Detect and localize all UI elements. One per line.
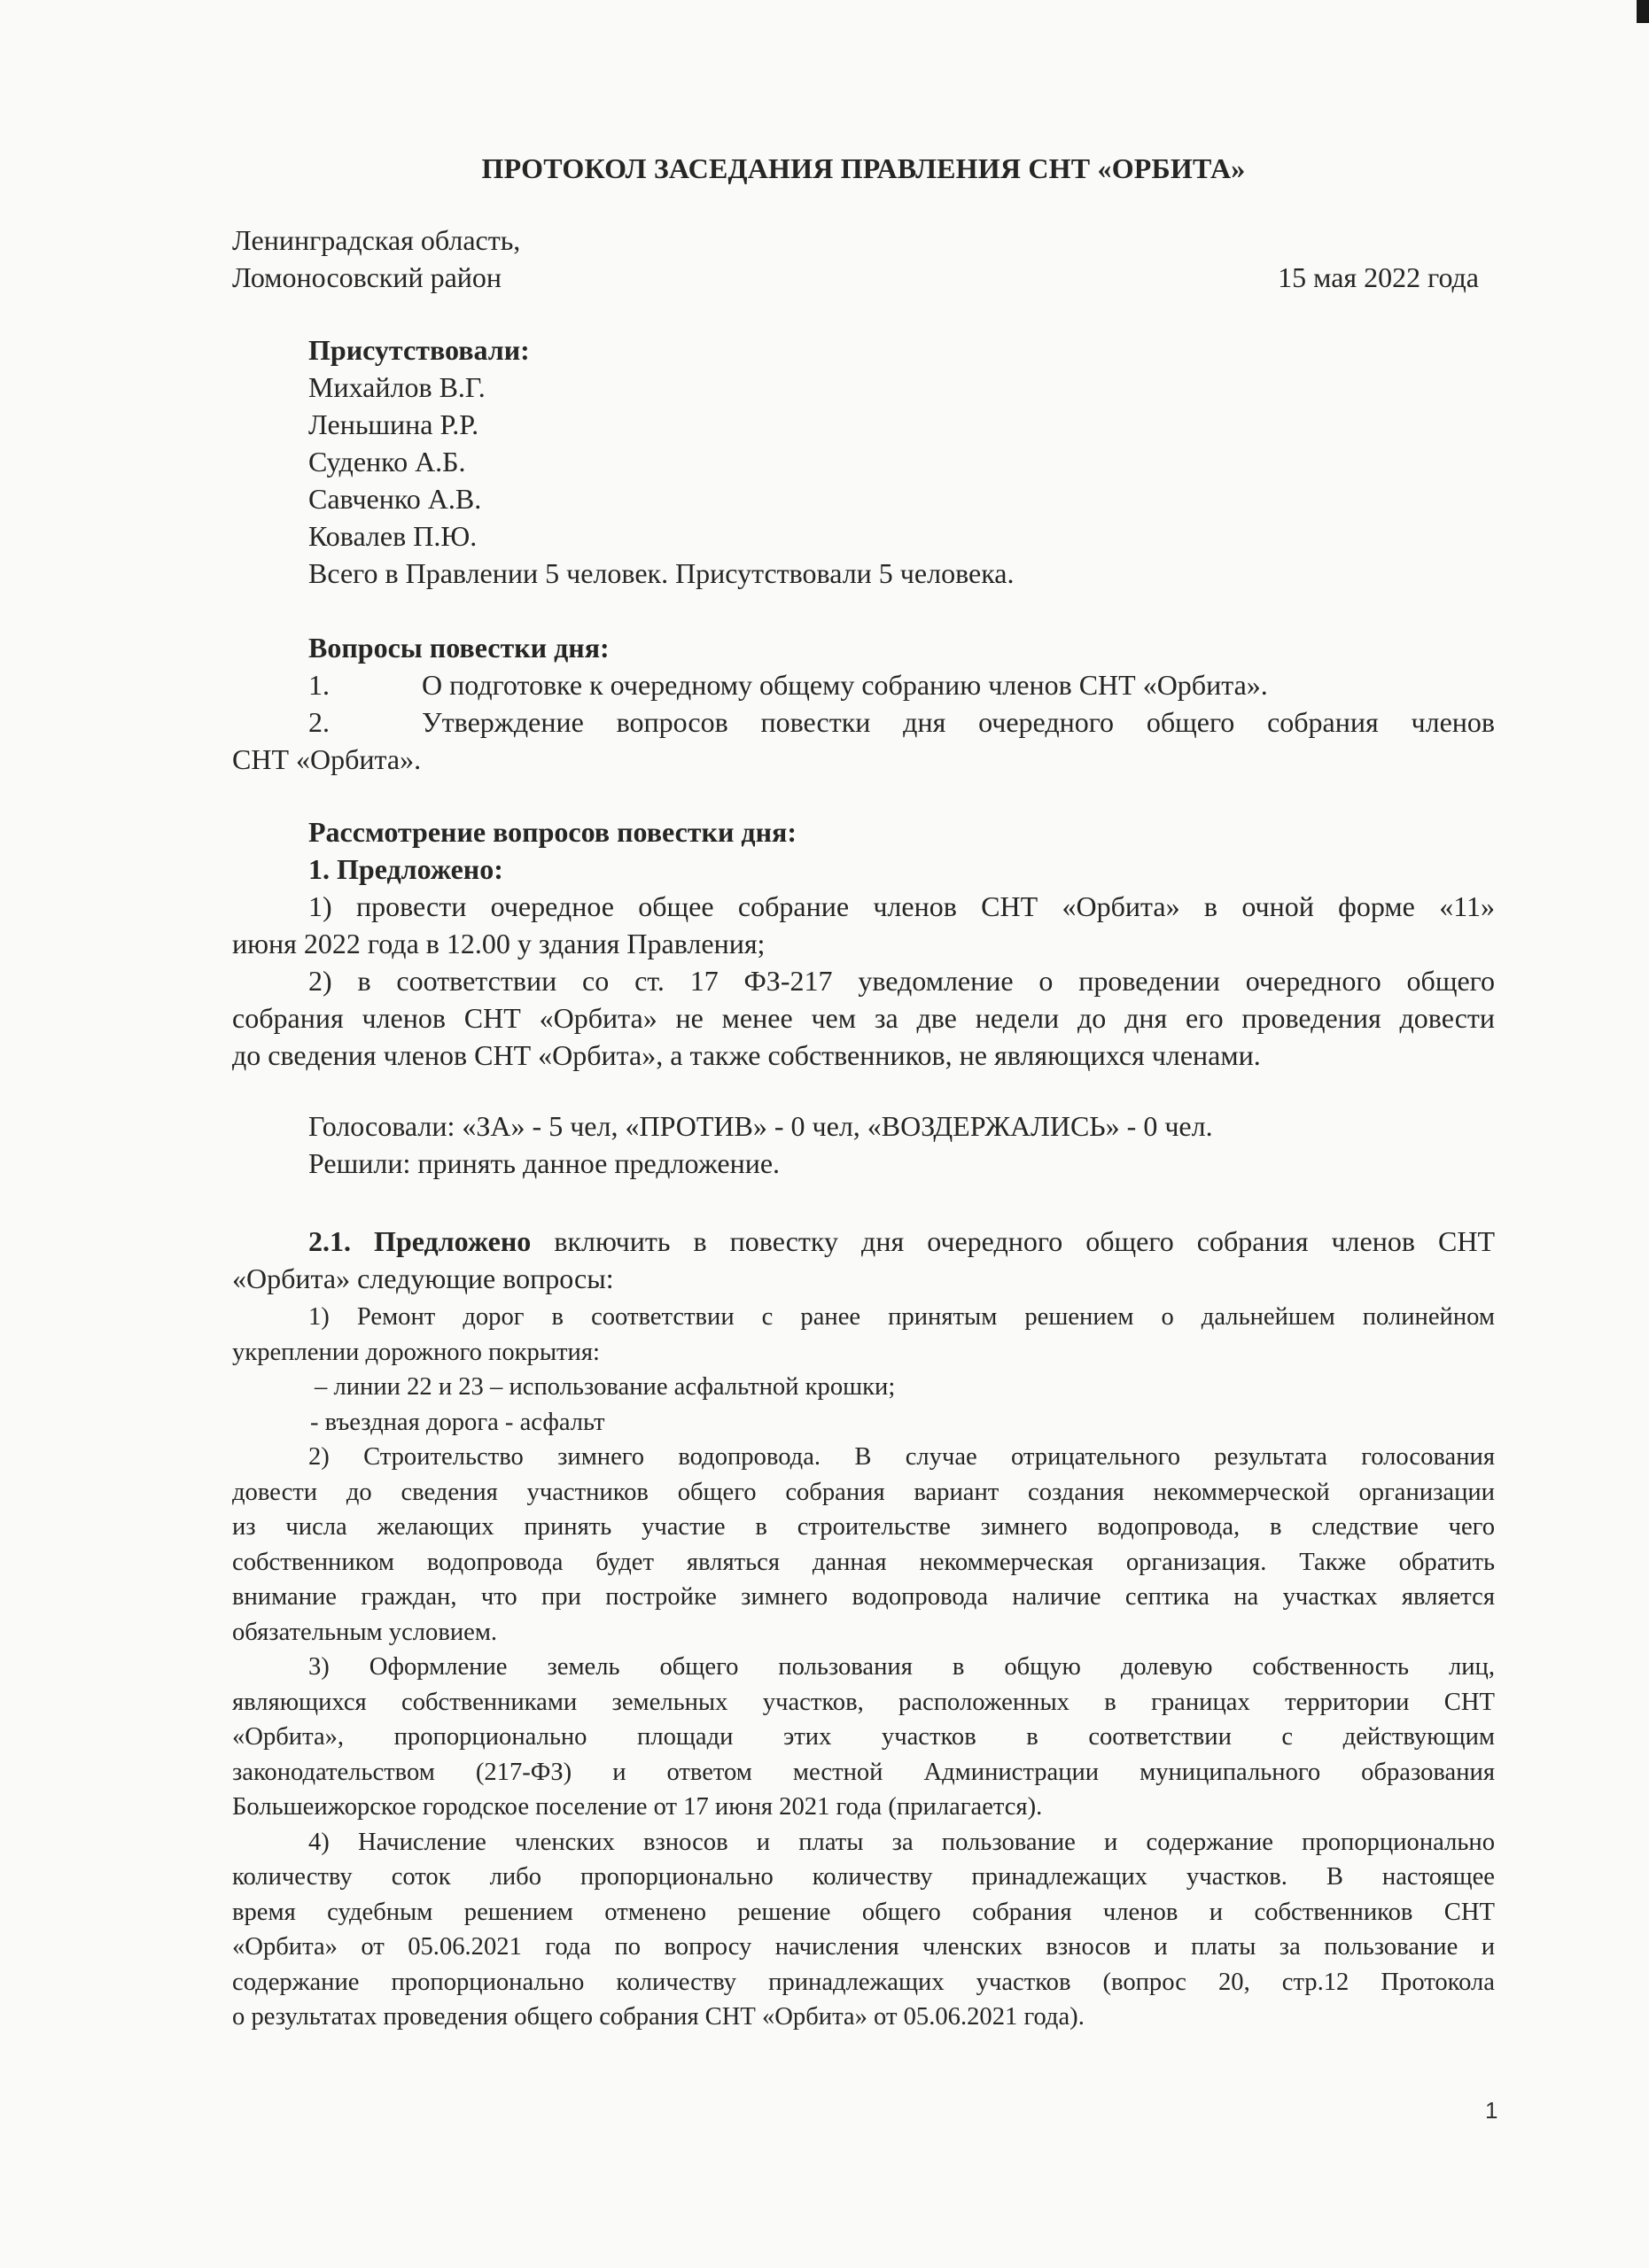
agenda-section bbox=[232, 629, 1495, 778]
location bbox=[232, 221, 520, 296]
location-region: Ленинградская область, bbox=[232, 224, 521, 256]
question-1-text: укреплении дорожного покрытия: bbox=[232, 1338, 600, 1366]
question-4-text: содержание пропорционально количеству принадлежащих участков (вопрос 20, стр.12 Протокола bbox=[232, 1968, 1495, 1996]
agenda-item bbox=[232, 703, 1495, 741]
document-date: 15 мая 2022 года bbox=[1278, 261, 1479, 293]
proposal-1-text: июня 2022 года в 12.00 у здания Правления; bbox=[232, 928, 766, 959]
agenda-item bbox=[232, 666, 1495, 703]
vote-result: Голосовали: «ЗА» - 5 чел, «ПРОТИВ» - 0 чел, «ВОЗДЕРЖАЛИСЬ» - 0 чел. bbox=[308, 1110, 1213, 1142]
section-2-1-heading: 2.1. Предложено bbox=[308, 1225, 532, 1257]
question-4-text: о результатах проведения общего собрания СНТ «Орбита» от 05.06.2021 года). bbox=[232, 2003, 1085, 2031]
question-1-text: 1) Ремонт дорог в соответствии с ранее принятым решением о дальнейшем полинейном bbox=[308, 1303, 1495, 1331]
proposal-2-text: 2) в соответствии со ст. 17 ФЗ-217 уведомление о проведении очередного общего bbox=[308, 965, 1495, 997]
question-4-text: «Орбита» от 05.06.2021 года по вопросу начисления членских взносов и платы за пользование и bbox=[232, 1933, 1495, 1961]
question-2-text: из числа желающих принять участие в строительстве зимнего водопровода, в следствие чего bbox=[232, 1513, 1495, 1541]
question-3-text: «Орбита», пропорционально площади этих участков в соответствии с действующим bbox=[232, 1723, 1495, 1751]
question-4-text: количеству соток либо пропорционально количеству принадлежащих участков. В настоящее bbox=[232, 1863, 1495, 1891]
section-2-1-intro-continuation: «Орбита» следующие вопросы: bbox=[232, 1262, 614, 1294]
section-2-1-heading-rest: включить в повестку дня очередного общего собрания членов СНТ bbox=[531, 1225, 1496, 1257]
member-item: Леньшина Р.Р. bbox=[308, 408, 479, 440]
proposal-1-heading: 1. Предложено: bbox=[308, 853, 503, 885]
question-3-text: 3) Оформление земель общего пользования в общую долевую собственность лиц, bbox=[308, 1653, 1495, 1681]
question-2-text: внимание граждан, что при постройке зимнего водопровода наличие септика на участках является bbox=[232, 1583, 1495, 1611]
question-3-text: являющихся собственниками земельных участков, расположенных в границах территории СНТ bbox=[232, 1688, 1495, 1716]
page-number: 1 bbox=[1485, 2097, 1498, 2124]
agenda-item-continuation: СНТ «Орбита». bbox=[232, 743, 422, 775]
location-district: Ломоносовский район bbox=[232, 261, 502, 293]
scan-edge-mark bbox=[1637, 0, 1649, 23]
proposal-2-text: до сведения членов СНТ «Орбита», а также собственников, не являющихся членами. bbox=[232, 1039, 1261, 1071]
question-2-text: собственником водопровода будет являться данная некоммерческая организация. Также обратить bbox=[232, 1548, 1495, 1576]
question-2-text: довести до сведения участников общего собрания вариант создания некоммерческой организации bbox=[232, 1478, 1495, 1506]
proposal-1-text: 1) провести очередное общее собрание членов СНТ «Орбита» в очной форме «11» bbox=[308, 890, 1495, 922]
section-2-1-intro bbox=[232, 1223, 1495, 1260]
consideration-heading: Рассмотрение вопросов повестки дня: bbox=[308, 816, 797, 848]
agenda-item-number: 1. bbox=[308, 669, 330, 701]
proposal-2-text: собрания членов СНТ «Орбита» не менее чем за две недели до дня его проведения довести bbox=[232, 1002, 1495, 1034]
question-3-text: Большеижорское городское поселение от 17 июня 2021 года (прилагается). bbox=[232, 1793, 1043, 1821]
section-2-1 bbox=[232, 1223, 1495, 1297]
member-item: Ковалев П.Ю. bbox=[308, 520, 478, 552]
member-item: Михайлов В.Г. bbox=[308, 371, 486, 403]
question-4-text: 4) Начисление членских взносов и платы за пользование и содержание пропорционально bbox=[308, 1828, 1495, 1856]
attendance-section bbox=[232, 331, 1495, 592]
agenda-item-text: Утверждение вопросов повестки дня очередного общего собрания членов bbox=[422, 706, 1495, 738]
vote-section bbox=[232, 1107, 1495, 1182]
agenda-item-text: О подготовке к очередному общему собранию членов СНТ «Орбита». bbox=[422, 669, 1268, 701]
question-4-text: время судебным решением отменено решение общего собрания членов и собственников СНТ bbox=[232, 1898, 1495, 1926]
attendance-heading: Присутствовали: bbox=[308, 334, 530, 366]
agenda-heading: Вопросы повестки дня: bbox=[308, 632, 610, 664]
question-3-text: законодательством (217-ФЗ) и ответом местной Администрации муниципального образования bbox=[232, 1758, 1495, 1786]
agenda-item-number: 2. bbox=[308, 706, 330, 738]
question-2-text: обязательным условием. bbox=[232, 1618, 498, 1646]
decision-text: Решили: принять данное предложение. bbox=[308, 1147, 781, 1179]
member-item: Суденко А.Б. bbox=[308, 446, 466, 478]
document-title: ПРОТОКОЛ ЗАСЕДАНИЯ ПРАВЛЕНИЯ СНТ «ОРБИТА» bbox=[481, 152, 1246, 184]
member-item: Савченко А.В. bbox=[308, 483, 482, 515]
question-1-sub-item: – линии 22 и 23 – использование асфальтной крошки; bbox=[315, 1373, 896, 1401]
consideration-section bbox=[232, 813, 1495, 1074]
question-2-text: 2) Строительство зимнего водопровода. В случае отрицательного результата голосования bbox=[308, 1443, 1495, 1471]
question-list bbox=[232, 1300, 1495, 2035]
attendance-total: Всего в Правлении 5 человек. Присутствовали 5 человека. bbox=[308, 557, 1015, 589]
question-1-sub-item: - въездная дорога - асфальт bbox=[310, 1408, 605, 1436]
